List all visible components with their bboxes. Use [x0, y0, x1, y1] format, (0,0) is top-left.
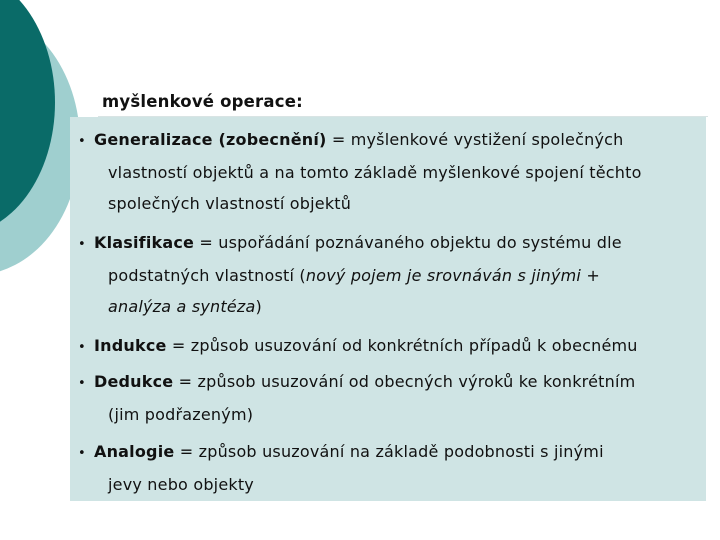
bullet-icon: • [78, 340, 86, 355]
item-continuation: společných vlastností objektů [108, 194, 352, 213]
bullet-icon: • [78, 446, 86, 461]
bullet-icon: • [78, 134, 86, 149]
bullet-icon: • [78, 376, 86, 391]
item-term: Generalizace (zobecnění) [94, 130, 327, 149]
item-definition: = způsob usuzování na základě podobnosti s jinými [174, 442, 604, 461]
item-definition: = způsob usuzování od konkrétních případů k obecnému [166, 336, 638, 355]
item-text: ) [255, 297, 262, 316]
item-example: nový pojem je srovnáván s jinými + [305, 266, 600, 285]
item-example: analýza a syntéza [108, 297, 256, 316]
item-continuation: vlastností objektů a na tomto základě myšlenkové spojení těchto [108, 163, 642, 182]
slide-heading: myšlenkové operace: [102, 92, 303, 111]
item-continuation [78, 260, 698, 291]
bullet-icon: • [78, 237, 86, 252]
item-continuation: jevy nebo objekty [108, 475, 254, 494]
item-text: podstatných vlastností ( [108, 266, 306, 285]
item-term: Indukce [94, 336, 167, 355]
item-term: Analogie [94, 442, 175, 461]
item-definition: = myšlenkové vystižení společných [326, 130, 624, 149]
item-definition: = uspořádání poznávaného objektu do systému dle [194, 233, 622, 252]
list-item-generalizace [78, 124, 698, 219]
list-item-dedukce [78, 366, 698, 430]
item-continuation [78, 291, 698, 322]
item-definition: = způsob usuzování od obecných výroků ke konkrétním [173, 372, 636, 391]
item-continuation: (jim podřazeným) [108, 405, 254, 424]
list-item-analogie [78, 436, 698, 500]
list-item-indukce [78, 330, 698, 363]
list-item-klasifikace [78, 227, 698, 322]
item-term: Klasifikace [94, 233, 195, 252]
item-term: Dedukce [94, 372, 174, 391]
